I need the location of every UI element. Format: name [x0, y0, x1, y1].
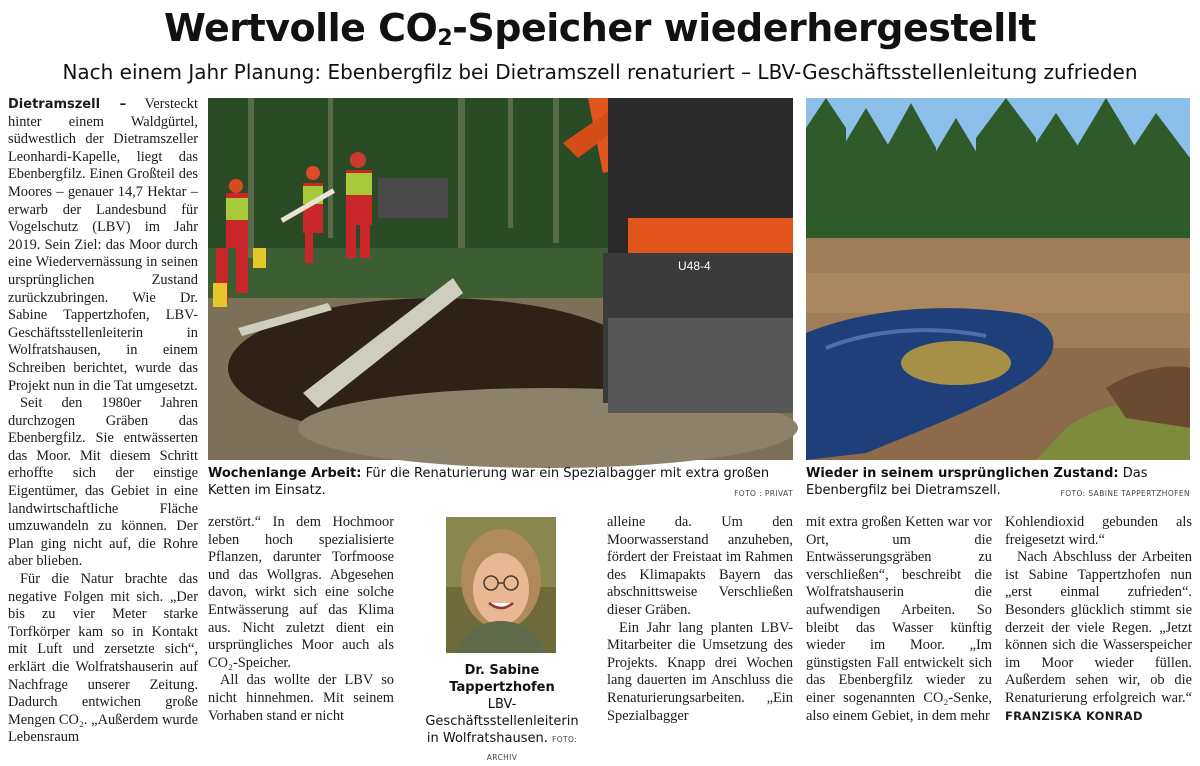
paragraph: mit extra großen Ketten war vor Ort, um die Entwässerungsgräben zu verschließen“, beschreibt die Wolfratshauserin die aufwendigen Arbeiten. So bleibt das Wasser künftig wieder im Moor. „Im günstigsten Fall entwickelt sich das Ebenbergfilz wieder zu einer sogenannten CO₂-Senke, also einem Gebiet, in dem mehr — [806, 514, 992, 724]
article-column-3 — [607, 514, 793, 724]
paragraph: zerstört.“ In dem Hochmoor leben hoch spezialisierte Pflanzen, darunter Torfmoose und das Wollgras. Abgesehen davon, wirkt sich eine solche Entwässerung auf das Klima aus. Nicht zuletzt dient ein ursprüngliches Moor auch als CO₂-Speicher. — [208, 514, 394, 671]
paragraph: alleine da. Um den Moorwasserstand anzuheben, fördert der Freistaat im Rahmen des Klimapakts Bayern das abschnittsweise Verschließen dieser Gräben. — [607, 514, 793, 618]
author-byline: FRANZISKA KONRAD — [1005, 708, 1143, 723]
paragraph: Nach Abschluss der Arbeiten ist Sabine Tappertzhofen nun „erst einmal zufrieden“. Besonders glücklich stimmt sie derzeit der viele Regen. „Jetzt können sich die Wasserspeicher im Moor wieder füllen. Außerdem sehen wir, ob die Renaturierung erfolgreich war.“ — [1005, 549, 1192, 706]
paragraph: Für die Natur brachte das negative Folgen mit sich. „Der bis zu vier Meter starke Torfkörper kam so in Kontakt mit Luft und zersetzte sich“, erklärt die Wolfratshauserin auf Nachfrage unserer Zeitung. Dadurch entwichen große Mengen CO₂. „Außerdem wurde Lebensraum — [8, 571, 198, 746]
subheadline: Nach einem Jahr Planung: Ebenbergfilz bei Dietramszell renaturiert – LBV-Geschäftsstellenleitung zufrieden — [62, 60, 1138, 84]
portrait-caption: Dr. Sabine Tappertzhofen LBV-Geschäftsstellenleiterin in Wolfratshausen. FOTO: ARCHIV — [425, 663, 579, 762]
paragraph: Kohlendioxid gebunden als freigesetzt wird.“ — [1005, 514, 1192, 548]
dateline: Dietramszell – — [8, 97, 127, 112]
bog-illustration — [806, 98, 1190, 460]
article-column-1 — [8, 96, 198, 746]
bog-photo — [806, 98, 1190, 460]
paragraph: All das wollte der LBV so nicht hinnehmen. Mit seinem Vorhaben stand er nicht — [208, 672, 394, 724]
headline: Wertvolle $CO_2$-Speicher wiederhergestellt — [163, 6, 1037, 51]
excavator-illustration — [208, 98, 793, 460]
article-column-4 — [806, 514, 992, 724]
paragraph: Seit den 1980er Jahren durchzogen Gräben das Ebenbergfilz. Sie entwässerten das Moor. Mit diesem Schritt erhoffte sich der einstige Eigentümer, das Gebiet in eine landwirtschaftliche Fläche umzuwandeln zu können. Der Plan ging nicht auf, die Rohre aber blieben. — [8, 395, 198, 570]
excavator-caption: Wochenlange Arbeit: Für die Renaturierung war ein Spezialbagger mit extra großen Ketten im Einsatz. — [208, 466, 770, 498]
portrait-illustration — [446, 517, 556, 653]
portrait-photo — [446, 517, 556, 653]
article-column-2 — [208, 514, 394, 724]
excavator-photo — [208, 98, 793, 460]
bog-caption: Wieder in seinem ursprünglichen Zustand: Das Ebenbergfilz bei Dietramszell. — [806, 466, 1148, 498]
paragraph: Versteckt hinter einem Waldgürtel, südwestlich der Dietramszeller Leonhardi-Kapelle, liegt das Ebenbergfilz. Einen Großteil des Moores – genauer 14,7 Hektar – erwarb der Landesbund für Vogelschutz (LBV) im Jahr 2019. Sein Ziel: das Moor durch eine Wiedervernässung in seinen ursprünglichen Zustand zurückzubringen. Wie Dr. Sabine Tappertzhofen, LBV-Geschäftsstellenleiterin in Wolfratshausen, in einem Schreiben berichtet, wurde das Projekt nun in die Tat umgesetzt. — [8, 96, 198, 394]
paragraph: Ein Jahr lang planten LBV-Mitarbeiter die Umsetzung des Projekts. Knapp drei Wochen lang dauerten im Anschluss die Renaturierungsarbeiten. „Ein Spezialbagger — [607, 619, 793, 724]
bog-credit: FOTO: SABINE TAPPERTZHOFEN — [1060, 489, 1190, 498]
article-column-5 — [1005, 514, 1192, 723]
machine-label: U48-4 — [678, 259, 711, 273]
excavator-credit: FOTO : PRIVAT — [734, 489, 793, 498]
